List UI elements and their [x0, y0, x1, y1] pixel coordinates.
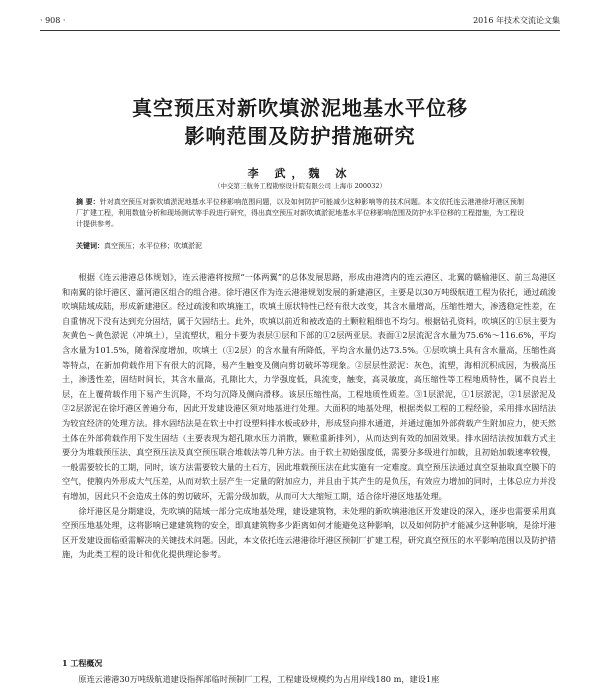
page-header	[40, 14, 560, 31]
title-line-2: 影响范围及防护措施研究	[184, 124, 416, 148]
abstract-label: 摘 要：	[76, 197, 100, 206]
paper-title	[40, 94, 560, 150]
journal-name: 2016 年技术交流论文集	[473, 16, 560, 25]
abstract-text: 针对真空预压对新吹填淤泥地基水平位移影响范围问题，以及如何防护可能减少这种影响等的技术问题。本文依托连云港港徐圩港区预制厂扩建工程，利用数值分析和现场测试等手段进行研究，得出真空预压对新吹填淤泥地基水平位移影响范围及防护水平位移的工程措施，为工程设计提供参考。	[76, 198, 525, 229]
keywords-text: 真空预压；水平位移；吹填淤泥	[104, 242, 202, 250]
affiliation: （中交第三航务工程勘察设计院有限公司 上海市 200032）	[214, 182, 386, 190]
title-line-1: 真空预压对新吹填淤泥地基水平位移	[132, 96, 468, 120]
abstract	[76, 196, 524, 231]
section-1-text: 原连云港港30万吨级航道建设指挥部临时预制厂工程，工程建设规模约为占用岸线180 m，建设1座	[78, 674, 440, 684]
body-text	[62, 270, 556, 562]
page-number: · 908 ·	[40, 16, 66, 25]
keywords	[76, 240, 524, 252]
authors: 李 武，魏 冰	[247, 167, 353, 180]
section-heading-1: 1 工程概况	[62, 658, 103, 668]
paragraph-1: 根据《连云港港总体规划》，连云港港将按照“一体两翼”的总体发展思路，形成由港湾内的连云港区、北翼的赣榆港区、前三岛港区和南翼的徐圩港区、灌河港区组合的组合港。徐圩港区作为连云港港规划发展的新建港区，主要是以30万吨级航道工程为依托，通过疏浚吹填陆域成陆，形成新建港区。经过疏浚和吹填施工，吹填土原状特性已经有很大改变，其含水量增高，压缩性增大，渗透稳定性差，在自重情况下没有达到充分固结，属于欠固结土。此外，吹填以前近和被改造的土颗粒粗细也不均匀。根据钻孔资料，吹填区的①层主要为灰黄色～黄色淤泥（冲填土），呈流塑状，粗分卡要为表层①层和下部的①2层两亚层。表面①2层流泥含水量为75.6%～116.6%，平均含水量为101.5%，随着深度增加，吹填土（①2层）的含水量有所降低，平均含水量仍达73.5%。①层吹填土具有含水量高，压缩性高等特点，在新加荷载作用下有很大的沉降，易产生触变及侧向剪切破坏等现象。②层层性淤泥：灰色，流塑，海相沉积成因，为极高压土，渗透性差，固结时间长，其含水量高，孔隙比大，力学强度低，具流变，触变，高灵敏度，高压缩性等工程地质特性，属不良岩土层，在上覆荷载作用下易产生沉降，不均匀沉降及侧向滑移。该层压缩性高，工程地质性质差。③1层淤泥，①1层淤泥，②1层淤泥及②2层淤泥在徐圩港区普遍分布，因此开发建设港区须对地基进行处理。大面积的地基处理，根据类似工程的工程经验，采用排水固结法为较宜经济的处理方法。排水固结法是在软土中打设塑料排水板或砂井，形成竖向排水通道，并通过施加外部荷载产生附加应力，使天然土体在外部荷载作用下发生固结（主要表现为超孔隙水压力消散，颗粒重新排列），从而达到有效的加固效果。排水固结法按加载方式主要分为堆载预压法、真空预压法及真空预压联合堆载法等几种方法。由于软土初始强度低，需要分多级进行加载，且初始加载速率较慢，一般需要较长的工期，同时，该方法需要较大量的土石方，因此堆载预压法在此实施有一定难度。真空预压法通过真空泵抽取真空膜下的空气，使膜内外形成大气压差，从而对软土层产生一定量的附加应力，并且由于其产生的是负压，有效应力增加的同时，土体总应力并没有增加，因此只不会造成土体的剪切破坏，无需分级加载，从而可大大缩短工期，适合徐圩港区地基处理。	[62, 272, 556, 501]
keywords-label: 关键词：	[76, 241, 104, 250]
paragraph-2: 徐圩港区是分期建设，先吹填的陆域一部分完成地基处理，建设建筑物，未处理的新吹填港池区开发建设的深入，逐步也需要采用真空预压地基处理，这将影响已建建筑物的安全，即真建筑物多少距离如何才能避免这种影响，以及如何防护才能减少这种影响，是徐圩港区开发建设面临亟需解决的关键技术问题。因此，本文依托连云港港徐圩港区预制厂扩建工程，研究真空预压的水平影响范围以及防护措施，为此类工程的设计和优化提供理论参考。	[62, 505, 556, 560]
